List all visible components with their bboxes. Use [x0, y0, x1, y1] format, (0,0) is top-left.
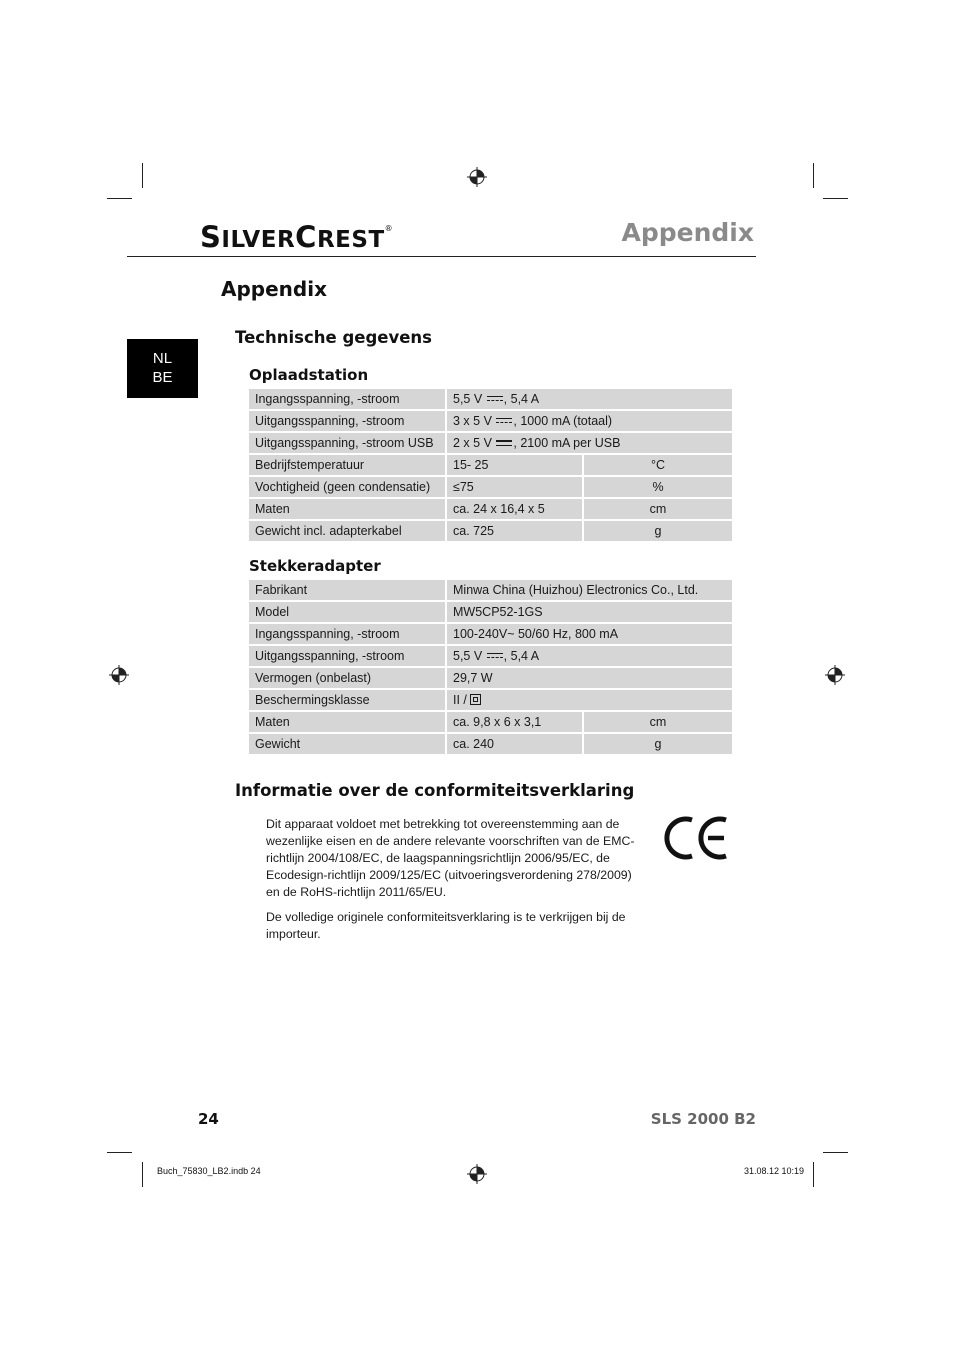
charging-station-table	[249, 389, 732, 543]
registration-mark-icon	[109, 665, 129, 685]
header-divider	[127, 256, 756, 257]
direct-current-icon	[496, 440, 512, 446]
crop-mark	[107, 198, 132, 199]
conformity-paragraph: Dit apparaat voldoet met betrekking tot overeenstemming aan de wezenlijke eisen en de andere relevante voorschriften van de EMC-richtlijn 2004/108/EC, de laagspanningsrichtlijn 2006/95/EC, de Ecodesign-richtlijn 2009/125/EC (uitvoeringsverordening 278/2009) en de RoHS-richtlijn 2011/65/EU.	[266, 817, 635, 899]
page-title: Appendix	[221, 277, 327, 301]
table-row: Bedrijfstemperatuur 15- 25 °C	[249, 454, 732, 476]
table-row: Maten ca. 9,8 x 6 x 3,1 cm	[249, 711, 732, 733]
plug-adapter-table	[249, 580, 732, 756]
table-row: Uitgangsspanning, -stroom 3 x 5 V , 1000 mA (totaal)	[249, 410, 732, 432]
crop-mark	[142, 1162, 143, 1187]
table-row: Beschermingsklasse II /	[249, 689, 732, 711]
crop-mark	[823, 198, 848, 199]
crop-mark	[823, 1152, 848, 1153]
table-row: Model MW5CP52-1GS	[249, 601, 732, 623]
brand-logo: SILVERCREST®	[200, 220, 394, 254]
slug-file: Buch_75830_LB2.indb 24	[157, 1166, 261, 1176]
language-tab: NL BE	[127, 339, 198, 398]
ce-mark-icon	[664, 815, 730, 861]
model-number: SLS 2000 B2	[650, 1110, 756, 1128]
page-number: 24	[198, 1110, 219, 1128]
direct-current-icon	[487, 653, 503, 659]
registration-mark-icon	[467, 1164, 487, 1184]
table-row: Ingangsspanning, -stroom 5,5 V , 5,4 A	[249, 389, 732, 410]
table-row: Ingangsspanning, -stroom 100-240V~ 50/60 Hz, 800 mA	[249, 623, 732, 645]
conformity-heading: Informatie over de conformiteitsverklaring	[235, 781, 635, 800]
charging-station-heading: Oplaadstation	[249, 366, 369, 384]
header-title: Appendix	[621, 218, 754, 247]
plug-adapter-heading: Stekkeradapter	[249, 557, 381, 575]
direct-current-icon	[487, 396, 503, 402]
table-row: Gewicht ca. 240 g	[249, 733, 732, 755]
table-row: Maten ca. 24 x 16,4 x 5 cm	[249, 498, 732, 520]
conformity-paragraph: De volledige originele conformiteitsverklaring is te verkrijgen bij de importeur.	[266, 910, 626, 941]
crop-mark	[813, 163, 814, 188]
registration-mark-icon	[825, 665, 845, 685]
table-row: Uitgangsspanning, -stroom USB 2 x 5 V , 2100 mA per USB	[249, 432, 732, 454]
crop-mark	[142, 163, 143, 188]
table-row: Vochtigheid (geen condensatie) ≤75 %	[249, 476, 732, 498]
slug-date: 31.08.12 10:19	[743, 1166, 804, 1176]
table-row: Vermogen (onbelast) 29,7 W	[249, 667, 732, 689]
protection-class-icon	[470, 694, 481, 705]
table-row: Fabrikant Minwa China (Huizhou) Electronics Co., Ltd.	[249, 580, 732, 601]
table-row: Gewicht incl. adapterkabel ca. 725 g	[249, 520, 732, 542]
registration-mark-icon	[467, 167, 487, 187]
crop-mark	[107, 1152, 132, 1153]
table-row: Uitgangsspanning, -stroom 5,5 V , 5,4 A	[249, 645, 732, 667]
direct-current-icon	[496, 418, 512, 424]
crop-mark	[813, 1162, 814, 1187]
technical-data-heading: Technische gegevens	[235, 328, 432, 347]
